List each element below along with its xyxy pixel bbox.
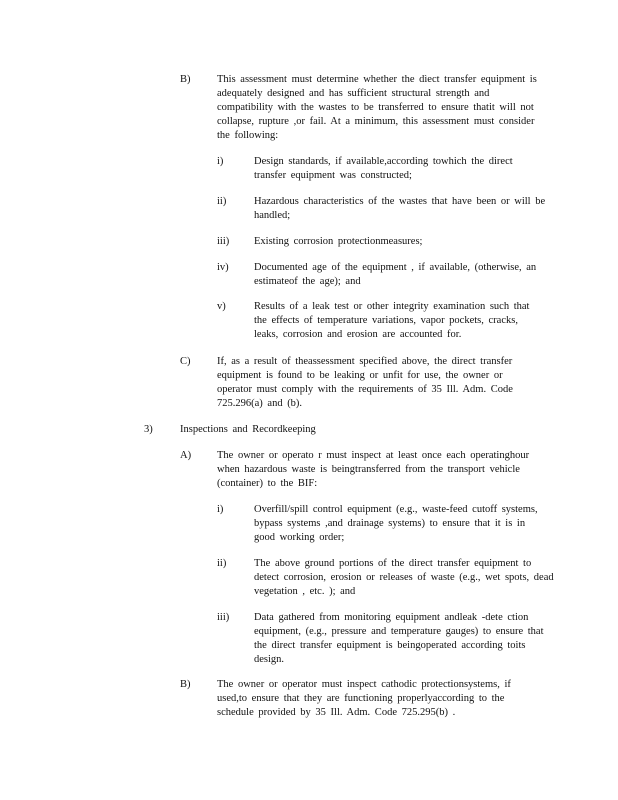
- item-text-above-ground: The above ground portions of the direct transfer equipment to detect corrosion, erosion or releases of waste (e.g., wet spots, dead vegetation , etc. ); and: [254, 558, 554, 597]
- subsection-marker-b: B): [180, 679, 191, 690]
- item-text-overfill-spill: Overfill/spill control equipment (e.g., waste-feed cutoff systems, bypass systems ,and drainage systems) to ensure that it is in good working order;: [254, 504, 538, 543]
- item-text-design-standards: Design standards, if available,according towhich the direct transfer equipment was constructed;: [254, 156, 513, 181]
- subsection-marker-b: B): [180, 74, 191, 85]
- item-marker-iv: iv): [217, 262, 229, 273]
- subsection-b-text: This assessment must determine whether the dìect transfer equipment is adequately designed and has sufficient structural strength and compatibility with the wastes to be transferred to ensure thatit will not collapse, rupture ,or fail. At a minimum, this assessment must consider the following:: [217, 74, 537, 141]
- section-marker-3: 3): [144, 424, 153, 435]
- item-marker-ii: ii): [217, 196, 227, 207]
- item-text-documented-age: Documented age of the equipment , if available, (otherwise, an estimateof the age); and: [254, 262, 537, 287]
- subsection-b-cathodic-text: The owner or operator must inspect cathodic protectionsystems, if used,to ensure that they are functioning properlyaccording to the schedule provided by 35 Ill. Adm. Code 725.295(b) .: [217, 679, 511, 718]
- item-text-hazardous-characteristics: Hazardous characteristics of the wastes that have been or will be handled;: [254, 196, 546, 221]
- item-text-leak-test: Results of a leak test or other integrity examination such that the effects of temperature variations, vapor pockets, cracks, leaks, corrosion and erosion are accounted for.: [254, 301, 530, 340]
- item-marker-v: v): [217, 301, 226, 312]
- item-marker-i: i): [217, 156, 224, 167]
- subsection-a-text: The owner or operato r must inspect at least once each operatinghour when hazardous waste is beingtransferred from the transport vehicle (container) to the BIF:: [217, 450, 530, 489]
- item-text-corrosion-protection: Existing corrosion protectionmeasures;: [254, 236, 423, 247]
- item-text-data-gathered: Data gathered from monitoring equipment andleak -dete ction equipment, (e.g., pressure and temperature gauges) to ensure that the direct transfer equipment is beingoperated according toits design.: [254, 612, 544, 665]
- item-marker-iii: iii): [217, 236, 230, 247]
- section-heading-inspections: Inspections and Recordkeeping: [180, 424, 316, 435]
- subsection-c-text: If, as a result of theassessment specified above, the direct transfer equipment is found to be leaking or unfit for use, the owner or operator must comply with the requirements of 35 Ill. Adm. Code 725.296(a) and (b).: [217, 356, 513, 409]
- subsection-marker-a: A): [180, 450, 192, 461]
- item-marker-i: i): [217, 504, 224, 515]
- item-marker-ii: ii): [217, 558, 227, 569]
- item-marker-iii: iii): [217, 612, 230, 623]
- subsection-marker-c: C): [180, 356, 191, 367]
